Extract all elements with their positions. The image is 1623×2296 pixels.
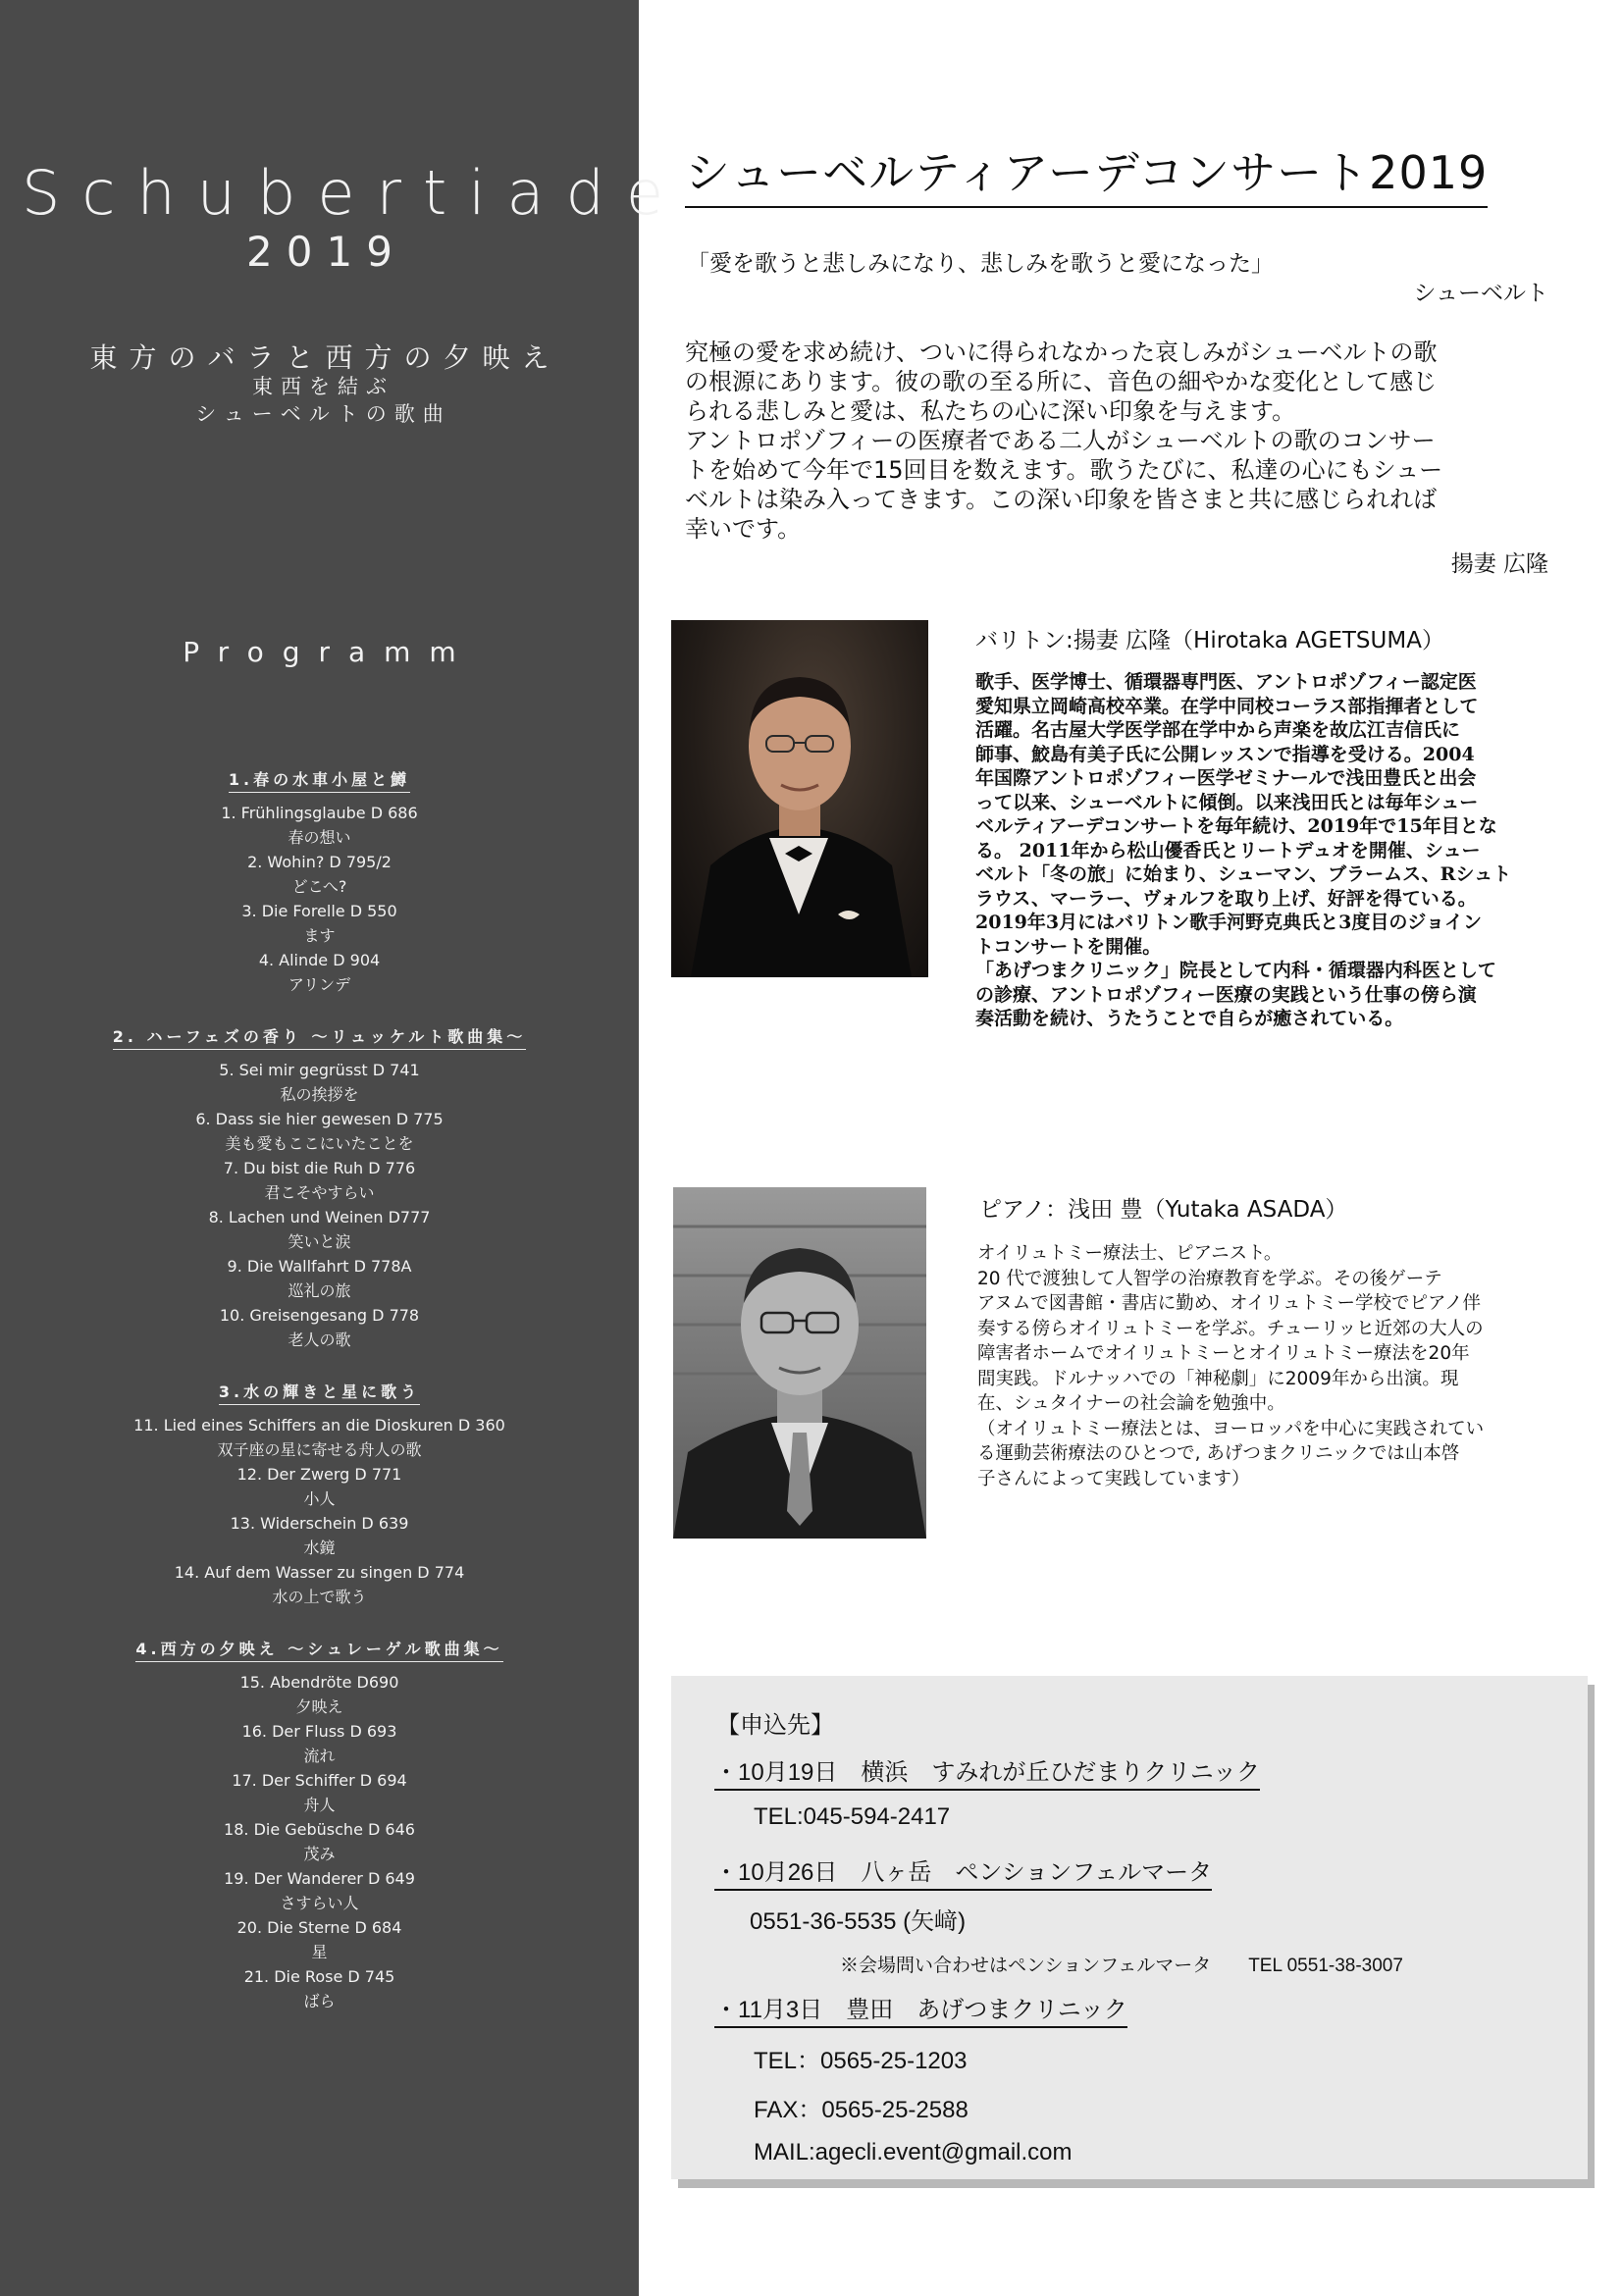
schubert-quote: 「愛を歌うと悲しみになり、悲しみを歌うと愛になった」 [687,251,1274,277]
program-song-translation: 笑いと涙 [288,1232,351,1251]
program-song-translation: 夕映え [295,1697,343,1716]
program-song-title: 1. Frühlingsglaube D 686 [221,804,418,822]
bio-line: オイリュトミー療法士、ピアニスト。 [977,1243,1283,1264]
intro-attribution: 揚妻 広隆 [1450,551,1548,577]
program-section [0,1370,639,1609]
program-song-title: 12. Der Zwerg D 771 [236,1465,402,1484]
pianist-heading: ピアノ：浅田 豊（Yutaka ASADA） [979,1197,1348,1223]
program-song-title: 15. Abendröte D690 [239,1673,399,1692]
program-song-translation: 星 [311,1943,328,1961]
pianist-photo [673,1187,926,1539]
program-song-translation: アリンデ [288,975,351,994]
program-song-title: 9. Die Wallfahrt D 778A [227,1257,412,1276]
program-song-translation: 老人の歌 [288,1331,351,1349]
bio-line: （オイリュトミー療法とは、ヨーロッパを中心に実践されてい [977,1418,1485,1439]
bio-line: 在、シュタイナーの社会論を勉強中。 [977,1393,1285,1414]
intro-line: アントロポゾフィーの医療者である二人がシューベルトの歌のコンサー [685,427,1436,454]
contact-heading: 【申込先】 [716,1712,834,1739]
program-song-translation: 春の想い [288,828,351,847]
program-song-translation: 双子座の星に寄せる舟人の歌 [217,1440,422,1459]
program-list [0,757,639,2031]
program-song-title: 4. Alinde D 904 [258,951,381,969]
program-song-title: 11. Lied eines Schiffers an die Dioskuren D 360 [133,1416,505,1435]
venue-toyota-tel: TEL：0565-25-1203 [754,2048,968,2074]
intro-line: 究極の愛を求め続け、ついに得られなかった哀しみがシューベルトの歌 [685,339,1438,366]
intro-line: の根源にあります。彼の歌の至る所に、音色の細やかな変化として感じ [685,368,1438,395]
program-song-translation: どこへ? [291,877,347,896]
bio-line: って以来、シューベルトに傾倒。以来浅田氏とは毎年シュー [975,791,1479,813]
program-song-title: 18. Die Gebüsche D 646 [224,1820,415,1839]
intro-line: ベルトは染み入ってきます。この深い印象を皆さまと共に感じられれば [685,486,1438,513]
pianist-portrait-illustration [673,1187,926,1539]
bio-line: 子さんによって実践しています） [977,1468,1250,1489]
bio-line: の診療、アントロポゾフィー医療の実践という仕事の傍ら演 [975,983,1477,1006]
baritone-heading: バリトン:揚妻 広隆（Hirotaka AGETSUMA） [975,628,1444,653]
program-song-translation: 水の上で歌う [272,1588,367,1606]
left-panel [0,0,686,2296]
bio-line: 「あげつまクリニック」院長として内科・循環器内科医として [975,960,1496,981]
bio-line: ベルト「冬の旅」に始まり、シューマン、ブラームス、Rシュト [975,863,1512,885]
program-song-title: 16. Der Fluss D 693 [241,1722,397,1741]
subtitle-secondary: 東西を結ぶ [252,375,394,398]
bio-line: 活躍。名古屋大学医学部在学中から声楽を故広江吉信氏に [975,719,1461,741]
bio-line: アヌムで図書館・書店に勤め、オイリュトミー学校でピアノ伴 [977,1293,1482,1314]
program-song-title: 17. Der Schiffer D 694 [232,1771,407,1790]
bio-line: 奏活動を続け、うたうことで自らが癒されている。 [975,1008,1404,1029]
venue-toyota-mail[interactable]: MAIL:agecli.event@gmail.com [754,2139,1073,2166]
program-section [0,1015,639,1352]
baritone-photo [671,620,928,977]
program-section-title: 2. ハーフェズの香り 〜リュッケルト歌曲集〜 [113,1024,526,1050]
program-song-title: 13. Widerschein D 639 [230,1514,409,1533]
brand-year: 2019 [246,228,406,276]
program-song-translation: 舟人 [303,1796,336,1814]
program-song-translation: 巡礼の旅 [288,1281,351,1300]
program-song-translation: 流れ [303,1747,336,1765]
program-song-title: 2. Wohin? D 795/2 [247,853,392,871]
intro-line: られる悲しみと愛は、私たちの心に深い印象を与えます。 [685,397,1296,425]
program-song-translation: 水鏡 [303,1539,336,1557]
bio-line: 師事、鮫島有美子氏に公開レッスンで指導を受ける。2004 [975,743,1475,765]
bio-line: 愛知県立岡崎高校卒業。在学中同校コーラス部指揮者として [975,695,1479,717]
program-song-title: 8. Lachen und Weinen D777 [208,1208,431,1226]
program-heading: Programm [183,636,475,668]
bio-line: 歌手、医学博士、循環器専門医、アントロポゾフィー認定医 [975,671,1477,693]
program-song-title: 6. Dass sie hier gewesen D 775 [195,1110,444,1128]
program-section [0,757,639,997]
bio-line: 間実践。ドルナッハでの「神秘劇」に2009年から出演。現 [977,1368,1459,1389]
venue-yokohama: ・10月19日 横浜 すみれが丘ひだまりクリニック [714,1752,1260,1791]
program-section [0,1627,639,2013]
bio-line: る。 2011年から松山優香氏とリートデュオを開催、シュー [975,839,1481,861]
program-song-title: 20. Die Sterne D 684 [236,1918,402,1937]
subtitle-tertiary: シューベルトの歌曲 [195,402,451,426]
subtitle-main: 東方のバラと西方の夕映え [89,341,561,374]
bio-line: 2019年3月にはバリトン歌手河野克典氏と3度目のジョイン [975,912,1482,933]
bio-line: ベルティアーデコンサートを毎年続け、2019年で15年目とな [975,815,1497,837]
venue-toyota-fax: FAX：0565-25-2588 [754,2097,969,2123]
program-song-title: 19. Der Wanderer D 649 [224,1869,415,1888]
venue-yatsugatake-note: ※会場問い合わせはペンションフェルマータ TEL 0551-38-3007 [840,1956,1403,1976]
intro-paragraph [685,338,1568,544]
program-song-title: 10. Greisengesang D 778 [219,1306,420,1325]
venue-yatsugatake: ・10月26日 八ヶ岳 ペンションフェルマータ [714,1852,1212,1891]
program-song-translation: ます [303,926,336,945]
bio-line: 年国際アントロポゾフィー医学ゼミナールで浅田豊氏と出会 [975,767,1477,789]
bio-line: 奏する傍らオイリュトミーを学ぶ。チューリッヒ近郊の大人の [977,1318,1484,1339]
venue-yatsugatake-tel: 0551-36-5535 (矢﨑) [750,1908,967,1935]
program-song-translation: 私の挨拶を [280,1085,359,1104]
contact-box [671,1676,1588,2179]
program-song-translation: 小人 [303,1489,336,1508]
program-section-title: 3.水の輝きと星に歌う [219,1380,420,1405]
venue-yokohama-tel: TEL:045-594-2417 [754,1803,951,1830]
quote-attribution: シューベルト [1413,281,1548,306]
program-section-title: 4.西方の夕映え 〜シュレーゲル歌曲集〜 [135,1637,502,1662]
program-song-title: 21. Die Rose D 745 [243,1967,395,1986]
program-song-translation: 茂み [303,1845,336,1863]
brand-title: Schubertiade [22,157,686,229]
bio-line: 障害者ホームでオイリュトミーとオイリュトミー療法を20年 [977,1343,1470,1364]
baritone-portrait-illustration [671,620,928,977]
program-song-title: 7. Du bist die Ruh D 776 [223,1159,416,1177]
intro-line: 幸いです。 [685,515,802,543]
program-section-title: 1.春の水車小屋と鱒 [229,767,410,793]
baritone-bio [975,670,1511,1031]
program-song-title: 14. Auf dem Wasser zu singen D 774 [174,1563,465,1582]
venue-toyota: ・11月3日 豊田 あげつまクリニック [714,1990,1127,2028]
program-song-translation: ばら [303,1992,336,2010]
bio-line: トコンサートを開催。 [975,935,1162,958]
program-song-translation: さすらい人 [280,1894,359,1912]
bio-line: る運動芸術療法のひとつで, あげつまクリニックでは山本啓 [977,1443,1460,1464]
bio-line: ラウス、マーラー、ヴォルフを取り上げ、好評を得ている。 [975,887,1477,910]
pianist-bio [977,1241,1484,1491]
program-song-title: 5. Sei mir gegrüsst D 741 [219,1061,420,1079]
program-song-translation: 美も愛もここにいたことを [225,1134,414,1153]
bio-line: 20 代で渡独して人智学の治療教育を学ぶ。その後ゲーテ [977,1268,1442,1289]
intro-line: トを始めて今年で15回目を数えます。歌うたびに、私達の心にもシュー [685,456,1443,484]
program-song-translation: 君こそやすらい [264,1183,375,1202]
program-song-title: 3. Die Forelle D 550 [241,902,397,920]
concert-title: シューベルティアーデコンサート2019 [685,137,1488,208]
